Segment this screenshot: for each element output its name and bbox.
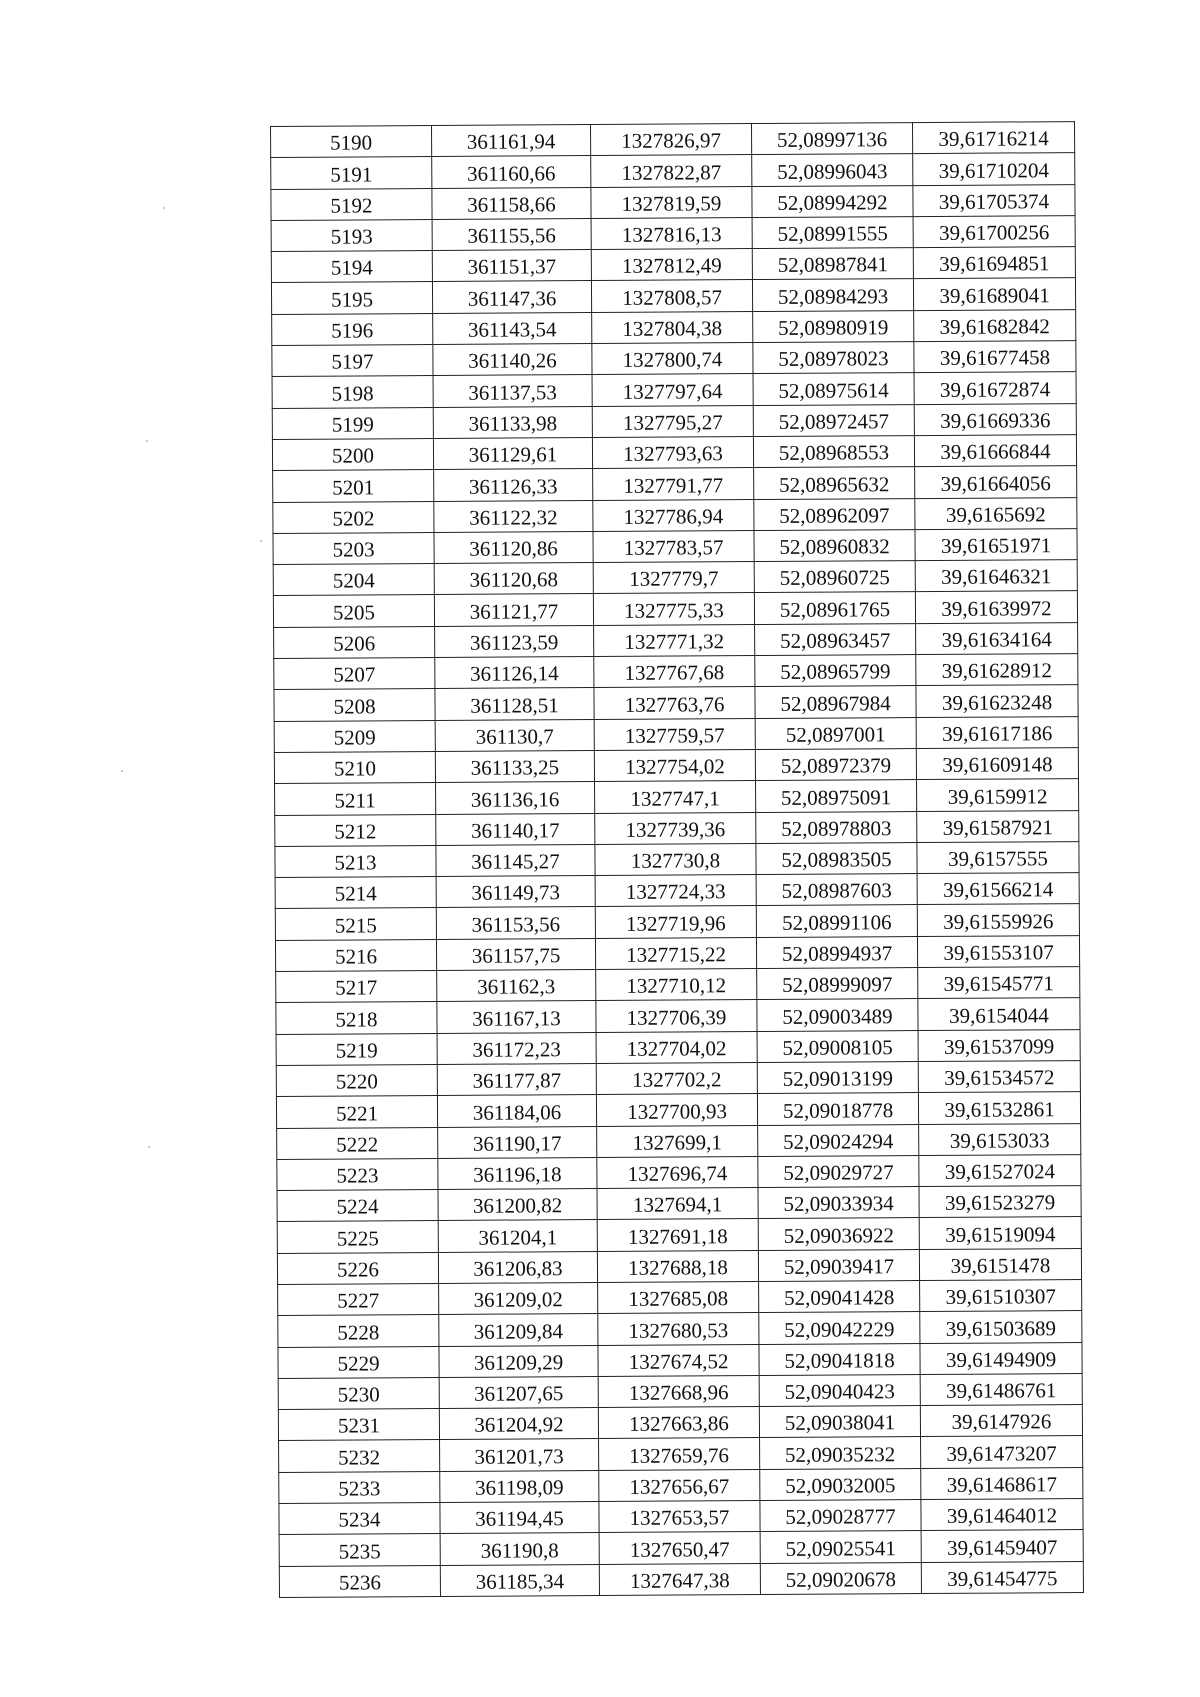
y-coordinate-cell: 1327647,38 — [599, 1563, 760, 1595]
point-number-cell: 5219 — [276, 1033, 437, 1065]
x-coordinate-cell: 361161,94 — [432, 125, 591, 157]
latitude-cell: 52,08999097 — [757, 968, 918, 1000]
table-row — [274, 716, 1078, 752]
x-coordinate-cell: 361198,09 — [440, 1470, 599, 1502]
table-row — [273, 528, 1077, 564]
x-coordinate-cell: 361122,32 — [434, 500, 593, 532]
point-number-cell: 5199 — [272, 407, 433, 439]
y-coordinate-cell: 1327700,93 — [596, 1094, 757, 1126]
y-coordinate-cell: 1327694,1 — [597, 1188, 758, 1220]
x-coordinate-cell: 361184,06 — [437, 1095, 596, 1127]
y-coordinate-cell: 1327759,57 — [594, 718, 755, 750]
table-row — [271, 215, 1075, 251]
x-coordinate-cell: 361190,17 — [438, 1126, 597, 1158]
longitude-cell: 39,61664056 — [915, 466, 1077, 498]
table-row — [274, 654, 1078, 690]
x-coordinate-cell: 361143,54 — [433, 312, 592, 344]
longitude-cell: 39,61473207 — [921, 1436, 1083, 1468]
longitude-cell: 39,61705374 — [913, 184, 1075, 216]
table-row — [275, 935, 1079, 971]
x-coordinate-cell: 361130,7 — [435, 719, 594, 751]
longitude-cell: 39,61617186 — [916, 716, 1078, 748]
table-row — [274, 622, 1078, 658]
longitude-cell: 39,61545771 — [918, 967, 1080, 999]
y-coordinate-cell: 1327685,08 — [598, 1282, 759, 1314]
point-number-cell: 5213 — [275, 845, 436, 877]
point-number-cell: 5231 — [278, 1409, 439, 1441]
y-coordinate-cell: 1327663,86 — [598, 1407, 759, 1439]
table-row — [279, 1499, 1083, 1535]
point-number-cell: 5200 — [272, 438, 433, 470]
coordinates-table-body — [271, 122, 1084, 1598]
latitude-cell: 52,0897001 — [755, 717, 916, 749]
y-coordinate-cell: 1327800,74 — [592, 343, 753, 375]
table-row — [276, 1060, 1080, 1096]
point-number-cell: 5223 — [277, 1158, 438, 1190]
table-row — [276, 1092, 1080, 1128]
table-row — [275, 779, 1079, 815]
point-number-cell: 5195 — [271, 282, 432, 314]
longitude-cell: 39,61464012 — [921, 1499, 1083, 1531]
table-row — [272, 435, 1076, 471]
y-coordinate-cell: 1327763,76 — [594, 687, 755, 719]
latitude-cell: 52,09029727 — [758, 1155, 919, 1187]
table-row — [271, 247, 1075, 283]
x-coordinate-cell: 361157,75 — [436, 938, 595, 970]
point-number-cell: 5190 — [271, 126, 432, 158]
longitude-cell: 39,61609148 — [916, 748, 1078, 780]
x-coordinate-cell: 361172,23 — [437, 1032, 596, 1064]
y-coordinate-cell: 1327674,52 — [598, 1344, 759, 1376]
longitude-cell: 39,61666844 — [914, 435, 1076, 467]
x-coordinate-cell: 361123,59 — [435, 625, 594, 657]
table-row — [277, 1217, 1081, 1253]
x-coordinate-cell: 361121,77 — [434, 594, 593, 626]
y-coordinate-cell: 1327779,7 — [593, 562, 754, 594]
table-row — [271, 184, 1075, 220]
table-row — [272, 403, 1076, 439]
latitude-cell: 52,09008105 — [757, 1030, 918, 1062]
latitude-cell: 52,08961765 — [754, 592, 915, 624]
y-coordinate-cell: 1327650,47 — [599, 1532, 760, 1564]
y-coordinate-cell: 1327724,33 — [595, 875, 756, 907]
longitude-cell: 39,61710204 — [913, 153, 1075, 185]
point-number-cell: 5211 — [275, 783, 436, 815]
longitude-cell: 39,61519094 — [919, 1217, 1081, 1249]
x-coordinate-cell: 361140,26 — [433, 344, 592, 376]
point-number-cell: 5202 — [273, 501, 434, 533]
y-coordinate-cell: 1327754,02 — [594, 749, 755, 781]
x-coordinate-cell: 361155,56 — [432, 218, 591, 250]
latitude-cell: 52,08991555 — [752, 216, 913, 248]
point-number-cell: 5230 — [278, 1377, 439, 1409]
x-coordinate-cell: 361167,13 — [437, 1001, 596, 1033]
latitude-cell: 52,08965632 — [754, 467, 915, 499]
y-coordinate-cell: 1327747,1 — [595, 781, 756, 813]
scan-speck — [148, 1146, 150, 1148]
y-coordinate-cell: 1327819,59 — [591, 186, 752, 218]
table-row — [276, 998, 1080, 1034]
x-coordinate-cell: 361196,18 — [438, 1157, 597, 1189]
y-coordinate-cell: 1327688,18 — [597, 1250, 758, 1282]
x-coordinate-cell: 361160,66 — [432, 156, 591, 188]
table-row — [272, 372, 1076, 408]
longitude-cell: 39,61454775 — [921, 1561, 1083, 1593]
latitude-cell: 52,09025541 — [760, 1531, 921, 1563]
y-coordinate-cell: 1327804,38 — [592, 311, 753, 343]
longitude-cell: 39,61623248 — [916, 685, 1078, 717]
latitude-cell: 52,08987603 — [756, 874, 917, 906]
y-coordinate-cell: 1327739,36 — [595, 812, 756, 844]
y-coordinate-cell: 1327656,67 — [599, 1469, 760, 1501]
table-row — [277, 1123, 1081, 1159]
y-coordinate-cell: 1327653,57 — [599, 1501, 760, 1533]
longitude-cell: 39,61677458 — [914, 341, 1076, 373]
table-row — [279, 1561, 1083, 1597]
y-coordinate-cell: 1327730,8 — [595, 843, 756, 875]
table-row — [278, 1342, 1082, 1378]
longitude-cell: 39,6157555 — [917, 841, 1079, 873]
table-row — [278, 1280, 1082, 1316]
latitude-cell: 52,08960725 — [754, 561, 915, 593]
scan-speck — [163, 207, 165, 209]
latitude-cell: 52,08965799 — [755, 655, 916, 687]
coordinates-table — [270, 121, 1084, 1598]
point-number-cell: 5208 — [274, 689, 435, 721]
longitude-cell: 39,6147926 — [920, 1405, 1082, 1437]
longitude-cell: 39,6165692 — [915, 497, 1077, 529]
latitude-cell: 52,09028777 — [760, 1500, 921, 1532]
scan-speck — [121, 770, 123, 772]
point-number-cell: 5214 — [275, 877, 436, 909]
x-coordinate-cell: 361194,45 — [440, 1502, 599, 1534]
latitude-cell: 52,08972457 — [753, 404, 914, 436]
longitude-cell: 39,61503689 — [920, 1311, 1082, 1343]
x-coordinate-cell: 361126,14 — [435, 657, 594, 689]
latitude-cell: 52,09024294 — [758, 1124, 919, 1156]
longitude-cell: 39,61566214 — [917, 873, 1079, 905]
y-coordinate-cell: 1327659,76 — [599, 1438, 760, 1470]
table-row — [275, 904, 1079, 940]
longitude-cell: 39,61559926 — [917, 904, 1079, 936]
longitude-cell: 39,61587921 — [917, 810, 1079, 842]
y-coordinate-cell: 1327719,96 — [595, 906, 756, 938]
longitude-cell: 39,61646321 — [915, 560, 1077, 592]
table-row — [278, 1311, 1082, 1347]
point-number-cell: 5217 — [276, 971, 437, 1003]
table-row — [273, 560, 1077, 596]
table-row — [271, 122, 1075, 158]
x-coordinate-cell: 361162,3 — [437, 970, 596, 1002]
x-coordinate-cell: 361204,92 — [439, 1408, 598, 1440]
point-number-cell: 5198 — [272, 376, 433, 408]
table-row — [276, 1029, 1080, 1065]
table-row — [272, 309, 1076, 345]
table-row — [274, 685, 1078, 721]
longitude-cell: 39,61532861 — [918, 1092, 1080, 1124]
longitude-cell: 39,61694851 — [913, 247, 1075, 279]
x-coordinate-cell: 361151,37 — [432, 250, 591, 282]
table-row — [271, 278, 1075, 314]
scan-speck — [260, 540, 262, 542]
table-row — [273, 591, 1077, 627]
latitude-cell: 52,09035232 — [760, 1437, 921, 1469]
y-coordinate-cell: 1327704,02 — [596, 1031, 757, 1063]
table-row — [279, 1436, 1083, 1472]
longitude-cell: 39,6154044 — [918, 998, 1080, 1030]
table-row — [278, 1373, 1082, 1409]
y-coordinate-cell: 1327699,1 — [597, 1125, 758, 1157]
longitude-cell: 39,6159912 — [917, 779, 1079, 811]
table-row — [276, 967, 1080, 1003]
point-number-cell: 5196 — [272, 313, 433, 345]
latitude-cell: 52,08980919 — [753, 310, 914, 342]
point-number-cell: 5209 — [274, 720, 435, 752]
latitude-cell: 52,08994292 — [752, 185, 913, 217]
point-number-cell: 5194 — [271, 251, 432, 283]
point-number-cell: 5207 — [274, 658, 435, 690]
y-coordinate-cell: 1327822,87 — [591, 155, 752, 187]
x-coordinate-cell: 361201,73 — [440, 1439, 599, 1471]
point-number-cell: 5197 — [272, 345, 433, 377]
table-row — [278, 1405, 1082, 1441]
scan-speck — [146, 440, 148, 442]
latitude-cell: 52,09040423 — [759, 1374, 920, 1406]
longitude-cell: 39,61537099 — [918, 1029, 1080, 1061]
latitude-cell: 52,08960832 — [754, 529, 915, 561]
x-coordinate-cell: 361185,34 — [440, 1564, 599, 1596]
table-row — [274, 748, 1078, 784]
y-coordinate-cell: 1327786,94 — [593, 499, 754, 531]
latitude-cell: 52,08996043 — [752, 154, 913, 186]
latitude-cell: 52,08987841 — [752, 248, 913, 280]
point-number-cell: 5234 — [279, 1503, 440, 1535]
table-row — [279, 1530, 1083, 1566]
longitude-cell: 39,61700256 — [913, 215, 1075, 247]
y-coordinate-cell: 1327771,32 — [594, 624, 755, 656]
longitude-cell: 39,61672874 — [914, 372, 1076, 404]
point-number-cell: 5206 — [274, 626, 435, 658]
point-number-cell: 5235 — [279, 1534, 440, 1566]
point-number-cell: 5224 — [277, 1190, 438, 1222]
table-row — [273, 497, 1077, 533]
latitude-cell: 52,08972379 — [755, 749, 916, 781]
longitude-cell: 39,61468617 — [921, 1467, 1083, 1499]
point-number-cell: 5229 — [278, 1346, 439, 1378]
latitude-cell: 52,09032005 — [760, 1468, 921, 1500]
point-number-cell: 5233 — [279, 1471, 440, 1503]
longitude-cell: 39,61689041 — [913, 278, 1075, 310]
x-coordinate-cell: 361177,87 — [437, 1063, 596, 1095]
x-coordinate-cell: 361209,84 — [439, 1314, 598, 1346]
x-coordinate-cell: 361149,73 — [436, 876, 595, 908]
point-number-cell: 5232 — [279, 1440, 440, 1472]
point-number-cell: 5228 — [278, 1315, 439, 1347]
longitude-cell: 39,61494909 — [920, 1342, 1082, 1374]
x-coordinate-cell: 361140,17 — [436, 813, 595, 845]
table-row — [279, 1467, 1083, 1503]
x-coordinate-cell: 361190,8 — [440, 1533, 599, 1565]
point-number-cell: 5212 — [275, 814, 436, 846]
latitude-cell: 52,08997136 — [751, 123, 912, 155]
table-row — [277, 1248, 1081, 1284]
x-coordinate-cell: 361145,27 — [436, 844, 595, 876]
latitude-cell: 52,08994937 — [756, 936, 917, 968]
x-coordinate-cell: 361133,25 — [435, 750, 594, 782]
point-number-cell: 5227 — [278, 1283, 439, 1315]
latitude-cell: 52,08991106 — [756, 905, 917, 937]
point-number-cell: 5216 — [275, 939, 436, 971]
point-number-cell: 5204 — [273, 564, 434, 596]
point-number-cell: 5236 — [279, 1565, 440, 1597]
point-number-cell: 5193 — [271, 219, 432, 251]
point-number-cell: 5203 — [273, 532, 434, 564]
longitude-cell: 39,6151478 — [919, 1248, 1081, 1280]
latitude-cell: 52,09042229 — [759, 1312, 920, 1344]
y-coordinate-cell: 1327808,57 — [591, 280, 752, 312]
table-row — [275, 841, 1079, 877]
x-coordinate-cell: 361153,56 — [436, 907, 595, 939]
latitude-cell: 52,08983505 — [756, 842, 917, 874]
point-number-cell: 5205 — [273, 595, 434, 627]
point-number-cell: 5225 — [277, 1221, 438, 1253]
y-coordinate-cell: 1327680,53 — [598, 1313, 759, 1345]
latitude-cell: 52,09038041 — [759, 1406, 920, 1438]
longitude-cell: 39,61639972 — [915, 591, 1077, 623]
point-number-cell: 5215 — [275, 908, 436, 940]
longitude-cell: 39,61510307 — [920, 1280, 1082, 1312]
latitude-cell: 52,08984293 — [752, 279, 913, 311]
table-row — [275, 810, 1079, 846]
y-coordinate-cell: 1327826,97 — [590, 124, 751, 156]
y-coordinate-cell: 1327791,77 — [593, 468, 754, 500]
point-number-cell: 5192 — [271, 188, 432, 220]
y-coordinate-cell: 1327710,12 — [596, 969, 757, 1001]
longitude-cell: 39,61527024 — [919, 1154, 1081, 1186]
x-coordinate-cell: 361204,1 — [438, 1220, 597, 1252]
y-coordinate-cell: 1327775,33 — [593, 593, 754, 625]
longitude-cell: 39,61486761 — [920, 1373, 1082, 1405]
y-coordinate-cell: 1327706,39 — [596, 1000, 757, 1032]
longitude-cell: 39,61534572 — [918, 1060, 1080, 1092]
table-row — [273, 466, 1077, 502]
point-number-cell: 5226 — [277, 1252, 438, 1284]
table-row — [271, 153, 1075, 189]
x-coordinate-cell: 361200,82 — [438, 1189, 597, 1221]
x-coordinate-cell: 361120,68 — [434, 563, 593, 595]
y-coordinate-cell: 1327816,13 — [591, 217, 752, 249]
y-coordinate-cell: 1327702,2 — [596, 1062, 757, 1094]
latitude-cell: 52,09033934 — [758, 1187, 919, 1219]
y-coordinate-cell: 1327691,18 — [597, 1219, 758, 1251]
x-coordinate-cell: 361137,53 — [433, 375, 592, 407]
longitude-cell: 39,6153033 — [919, 1123, 1081, 1155]
longitude-cell: 39,61682842 — [914, 309, 1076, 341]
y-coordinate-cell: 1327793,63 — [592, 437, 753, 469]
point-number-cell: 5221 — [276, 1096, 437, 1128]
latitude-cell: 52,09041818 — [759, 1343, 920, 1375]
table-row — [275, 873, 1079, 909]
y-coordinate-cell: 1327797,64 — [592, 374, 753, 406]
longitude-cell: 39,61459407 — [921, 1530, 1083, 1562]
x-coordinate-cell: 361209,29 — [439, 1345, 598, 1377]
latitude-cell: 52,08978803 — [756, 811, 917, 843]
longitude-cell: 39,61634164 — [916, 622, 1078, 654]
latitude-cell: 52,08967984 — [755, 686, 916, 718]
x-coordinate-cell: 361207,65 — [439, 1376, 598, 1408]
point-number-cell: 5201 — [273, 470, 434, 502]
longitude-cell: 39,61523279 — [919, 1186, 1081, 1218]
x-coordinate-cell: 361136,16 — [436, 782, 595, 814]
table-row — [272, 341, 1076, 377]
x-coordinate-cell: 361209,02 — [439, 1283, 598, 1315]
longitude-cell: 39,61553107 — [917, 935, 1079, 967]
table-row — [277, 1186, 1081, 1222]
latitude-cell: 52,09003489 — [757, 999, 918, 1031]
latitude-cell: 52,09039417 — [758, 1249, 919, 1281]
point-number-cell: 5210 — [274, 751, 435, 783]
x-coordinate-cell: 361128,51 — [435, 688, 594, 720]
y-coordinate-cell: 1327812,49 — [591, 249, 752, 281]
latitude-cell: 52,08978023 — [753, 342, 914, 374]
table-row — [277, 1154, 1081, 1190]
x-coordinate-cell: 361133,98 — [433, 406, 592, 438]
latitude-cell: 52,09020678 — [760, 1562, 921, 1594]
latitude-cell: 52,09036922 — [758, 1218, 919, 1250]
latitude-cell: 52,08968553 — [753, 436, 914, 468]
y-coordinate-cell: 1327715,22 — [595, 937, 756, 969]
x-coordinate-cell: 361120,86 — [434, 531, 593, 563]
point-number-cell: 5220 — [276, 1064, 437, 1096]
y-coordinate-cell: 1327696,74 — [597, 1156, 758, 1188]
latitude-cell: 52,08962097 — [754, 498, 915, 530]
x-coordinate-cell: 361126,33 — [434, 469, 593, 501]
latitude-cell: 52,08963457 — [755, 623, 916, 655]
point-number-cell: 5218 — [276, 1002, 437, 1034]
y-coordinate-cell: 1327783,57 — [593, 530, 754, 562]
point-number-cell: 5191 — [271, 157, 432, 189]
longitude-cell: 39,61651971 — [915, 528, 1077, 560]
x-coordinate-cell: 361147,36 — [432, 281, 591, 313]
latitude-cell: 52,08975091 — [756, 780, 917, 812]
x-coordinate-cell: 361206,83 — [438, 1251, 597, 1283]
y-coordinate-cell: 1327668,96 — [598, 1375, 759, 1407]
latitude-cell: 52,09013199 — [757, 1061, 918, 1093]
longitude-cell: 39,61716214 — [912, 122, 1074, 154]
y-coordinate-cell: 1327767,68 — [594, 656, 755, 688]
y-coordinate-cell: 1327795,27 — [592, 405, 753, 437]
latitude-cell: 52,08975614 — [753, 373, 914, 405]
latitude-cell: 52,09041428 — [759, 1281, 920, 1313]
x-coordinate-cell: 361158,66 — [432, 187, 591, 219]
longitude-cell: 39,61669336 — [914, 403, 1076, 435]
point-number-cell: 5222 — [277, 1127, 438, 1159]
longitude-cell: 39,61628912 — [916, 654, 1078, 686]
latitude-cell: 52,09018778 — [757, 1093, 918, 1125]
x-coordinate-cell: 361129,61 — [433, 438, 592, 470]
